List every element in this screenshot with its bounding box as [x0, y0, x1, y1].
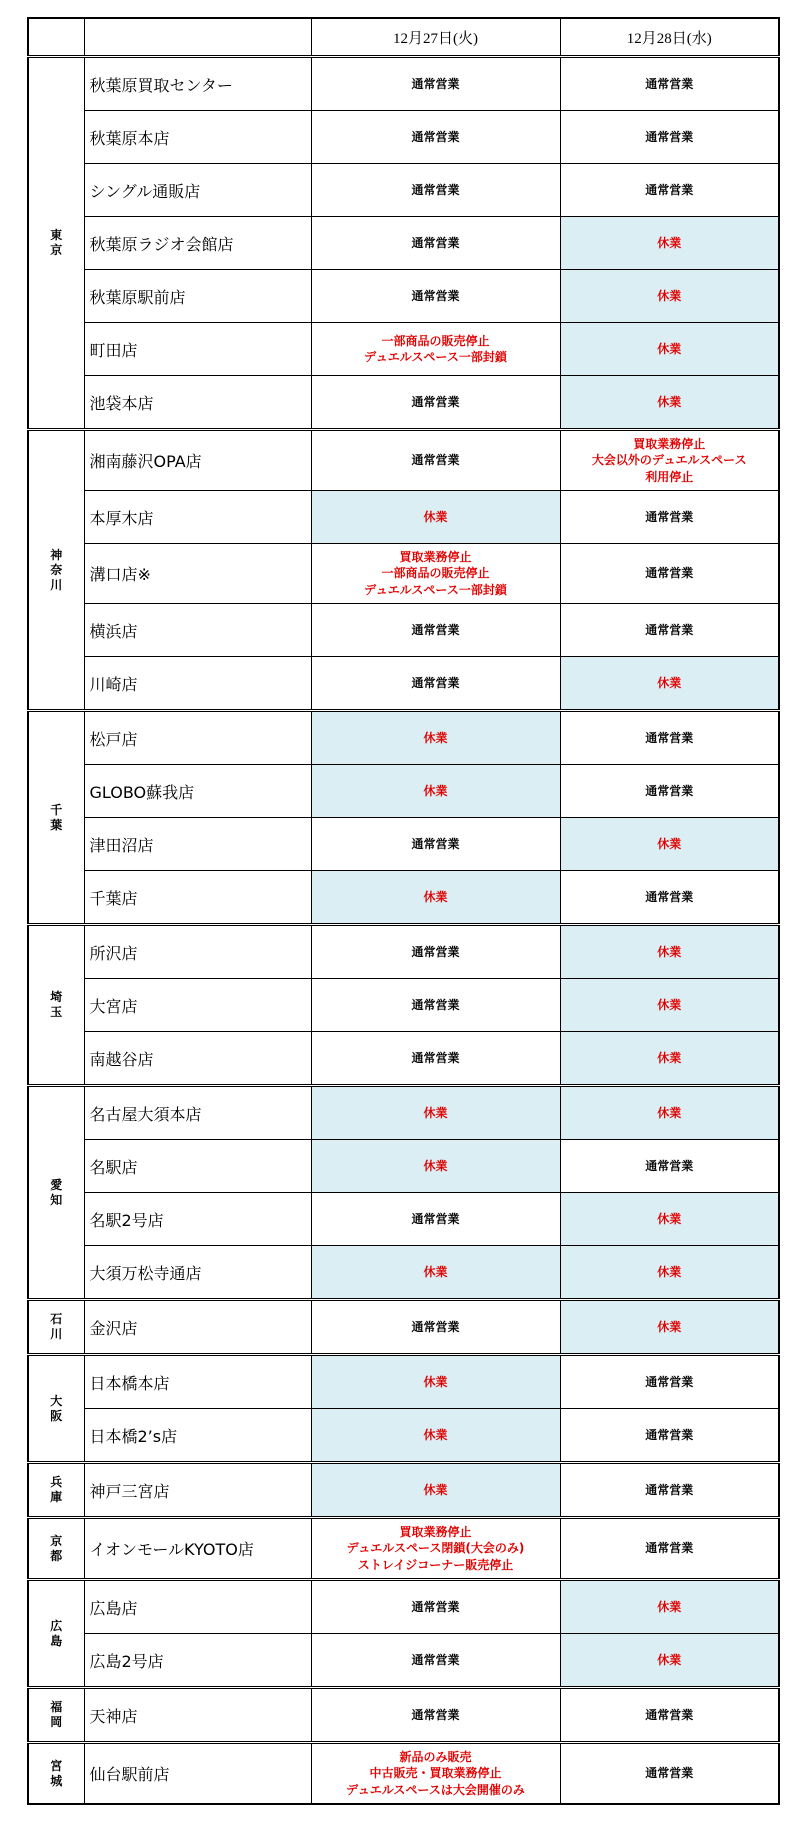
status-line: 休業 — [657, 675, 682, 690]
status-line: 通常営業 — [645, 1766, 694, 1781]
status-line: 新品のみ販売 — [399, 1750, 472, 1765]
region-label-char: 岡 — [50, 1715, 63, 1729]
status-line: 休業 — [423, 889, 448, 904]
region-label — [28, 925, 84, 1086]
store-row — [28, 1193, 779, 1246]
store-row — [28, 1246, 779, 1300]
store-name: 神戸三宮店 — [84, 1463, 311, 1518]
store-name: 仙台駅前店 — [84, 1743, 311, 1805]
status-line: 休業 — [423, 1264, 448, 1279]
store-row — [28, 1463, 779, 1518]
region-label-char: 川 — [50, 577, 63, 592]
status-date2 — [560, 1580, 779, 1634]
status-line: 休業 — [423, 1158, 448, 1173]
status-date1 — [311, 1688, 560, 1743]
status-line: 休業 — [657, 1264, 682, 1279]
schedule-body — [28, 18, 779, 1804]
status-line: 通常営業 — [645, 730, 694, 745]
status-line: 休業 — [657, 1211, 682, 1226]
status-line: 通常営業 — [411, 129, 460, 144]
status-line: 通常営業 — [645, 182, 694, 197]
status-line: 休業 — [423, 783, 448, 798]
region-label-char: 愛 — [50, 1177, 63, 1192]
status-line: 通常営業 — [411, 675, 460, 690]
status-date1 — [311, 430, 560, 491]
store-row — [28, 1300, 779, 1355]
status-line: 通常営業 — [411, 182, 460, 197]
status-line: ストレイジコーナー販売停止 — [357, 1557, 514, 1572]
status-line: デュエルスペースは大会開催のみ — [346, 1782, 525, 1797]
status-date1 — [311, 544, 560, 604]
region-label-char: 広 — [50, 1618, 63, 1633]
status-line: 通常営業 — [411, 1707, 460, 1722]
status-date2 — [560, 491, 779, 544]
status-date1 — [311, 1032, 560, 1086]
status-date1 — [311, 1300, 560, 1355]
header-store-cell — [84, 18, 311, 57]
status-date2 — [560, 57, 779, 111]
status-date2 — [560, 544, 779, 604]
status-date1 — [311, 925, 560, 979]
status-date2 — [560, 376, 779, 430]
status-line: 通常営業 — [645, 566, 694, 581]
region-label-char: 京 — [50, 243, 63, 257]
status-line: 通常営業 — [645, 889, 694, 904]
region-label-char: 東 — [50, 228, 63, 242]
store-name: イオンモールKYOTO店 — [84, 1518, 311, 1580]
store-name: 大須万松寺通店 — [84, 1246, 311, 1300]
status-date1 — [311, 1518, 560, 1580]
status-line: 通常営業 — [645, 1374, 694, 1389]
status-line: 通常営業 — [411, 1652, 460, 1667]
status-date2 — [560, 1463, 779, 1518]
status-date1 — [311, 711, 560, 765]
status-date2 — [560, 711, 779, 765]
store-row — [28, 1140, 779, 1193]
status-date2 — [560, 1355, 779, 1409]
status-date1 — [311, 1634, 560, 1688]
status-date1 — [311, 979, 560, 1032]
status-date1 — [311, 765, 560, 818]
region-label — [28, 1463, 84, 1518]
status-line: 大会以外のデュエルスペース — [591, 453, 747, 468]
status-line: 休業 — [657, 394, 682, 409]
status-line: デュエルスペース一部封鎖 — [364, 350, 507, 364]
status-date2 — [560, 323, 779, 376]
store-row — [28, 1580, 779, 1634]
status-date2 — [560, 1688, 779, 1743]
store-name: 秋葉原ラジオ会館店 — [84, 217, 311, 270]
store-name: 松戸店 — [84, 711, 311, 765]
status-date2 — [560, 1032, 779, 1086]
status-date1 — [311, 57, 560, 111]
store-name: 横浜店 — [84, 604, 311, 657]
store-name: 名駅2号店 — [84, 1193, 311, 1246]
store-row — [28, 1032, 779, 1086]
store-row — [28, 818, 779, 871]
region-label-char: 大 — [50, 1393, 63, 1408]
store-name: GLOBO蘇我店 — [84, 765, 311, 818]
store-row — [28, 1518, 779, 1580]
store-name: 溝口店※ — [84, 544, 311, 604]
status-date2 — [560, 1743, 779, 1805]
store-row — [28, 323, 779, 376]
status-line: 通常営業 — [411, 622, 460, 637]
status-date2 — [560, 1193, 779, 1246]
status-date2 — [560, 1300, 779, 1355]
status-line: 通常営業 — [645, 1482, 694, 1497]
store-row — [28, 1409, 779, 1463]
status-line: 通常営業 — [411, 997, 460, 1012]
store-row — [28, 925, 779, 979]
region-label-char: 川 — [50, 1327, 63, 1341]
region-label — [28, 1300, 84, 1355]
status-line: デュエルスペース閉鎖(大会のみ) — [346, 1541, 525, 1556]
region-label-char: 京 — [50, 1533, 63, 1548]
status-date1 — [311, 1193, 560, 1246]
region-label — [28, 1086, 84, 1300]
store-row — [28, 604, 779, 657]
status-line: 中古販売・買取業務停止 — [369, 1766, 502, 1781]
status-date2 — [560, 604, 779, 657]
region-label-char: 阪 — [50, 1408, 63, 1423]
status-line: 休業 — [423, 730, 448, 745]
status-date1 — [311, 323, 560, 376]
status-line: 買取業務停止 — [399, 1525, 472, 1540]
region-label-char: 兵 — [50, 1475, 63, 1489]
status-date1 — [311, 491, 560, 544]
region-label-char: 奈 — [50, 562, 63, 577]
region-label — [28, 1743, 84, 1805]
status-date2 — [560, 818, 779, 871]
store-row — [28, 491, 779, 544]
store-name: 広島2号店 — [84, 1634, 311, 1688]
status-date1 — [311, 1246, 560, 1300]
store-row — [28, 270, 779, 323]
region-label — [28, 57, 84, 430]
status-line: 通常営業 — [411, 235, 460, 250]
store-name: 名古屋大須本店 — [84, 1086, 311, 1140]
status-date1 — [311, 818, 560, 871]
status-date2 — [560, 164, 779, 217]
status-line: 休業 — [657, 1105, 682, 1120]
status-date1 — [311, 1743, 560, 1805]
status-line: 休業 — [657, 944, 682, 959]
status-line: 通常営業 — [411, 1211, 460, 1226]
status-date1 — [311, 1409, 560, 1463]
status-line: 通常営業 — [645, 1707, 694, 1722]
store-name: 津田沼店 — [84, 818, 311, 871]
status-line: 休業 — [423, 1374, 448, 1389]
status-line: 休業 — [657, 341, 682, 356]
header-region-cell — [28, 18, 84, 57]
status-line: 通常営業 — [411, 1599, 460, 1614]
status-date2 — [560, 270, 779, 323]
schedule-wrapper — [27, 17, 778, 1805]
status-line: 通常営業 — [645, 129, 694, 144]
region-label-char: 都 — [50, 1548, 63, 1563]
region-label-char: 庫 — [50, 1490, 63, 1504]
status-line: 休業 — [657, 997, 682, 1012]
region-label — [28, 1688, 84, 1743]
region-label-char: 葉 — [50, 817, 63, 832]
region-label-char: 城 — [50, 1773, 63, 1788]
status-line: 利用停止 — [645, 469, 694, 484]
status-line: 休業 — [423, 509, 448, 524]
status-date2 — [560, 111, 779, 164]
store-name: 日本橋2’s店 — [84, 1409, 311, 1463]
region-label-char: 島 — [50, 1633, 63, 1648]
status-line: 通常営業 — [645, 1158, 694, 1173]
status-date1 — [311, 1580, 560, 1634]
status-line: デュエルスペース一部封鎖 — [364, 582, 507, 597]
status-date1 — [311, 111, 560, 164]
store-row — [28, 765, 779, 818]
region-label-char: 神 — [50, 547, 63, 562]
status-date2 — [560, 765, 779, 818]
status-date2 — [560, 1246, 779, 1300]
status-date2 — [560, 925, 779, 979]
store-name: 町田店 — [84, 323, 311, 376]
region-label — [28, 1580, 84, 1688]
store-row — [28, 430, 779, 491]
status-line: 休業 — [657, 1599, 682, 1614]
status-date1 — [311, 1086, 560, 1140]
region-label — [28, 1355, 84, 1463]
status-date2 — [560, 1409, 779, 1463]
store-name: 日本橋本店 — [84, 1355, 311, 1409]
status-line: 通常営業 — [411, 836, 460, 851]
status-date1 — [311, 871, 560, 925]
store-name: 本厚木店 — [84, 491, 311, 544]
region-label-char: 石 — [50, 1312, 63, 1326]
status-date1 — [311, 657, 560, 711]
status-line: 通常営業 — [645, 783, 694, 798]
status-date2 — [560, 430, 779, 491]
status-line: 休業 — [423, 1482, 448, 1497]
store-name: 秋葉原駅前店 — [84, 270, 311, 323]
store-name: 広島店 — [84, 1580, 311, 1634]
status-date1 — [311, 1140, 560, 1193]
status-date2 — [560, 1634, 779, 1688]
store-name: 南越谷店 — [84, 1032, 311, 1086]
header-date2: 12月28日(水) — [560, 18, 779, 57]
status-line: 通常営業 — [411, 288, 460, 303]
status-line: 通常営業 — [645, 622, 694, 637]
store-row — [28, 979, 779, 1032]
region-label-char: 埼 — [50, 990, 63, 1004]
store-row — [28, 57, 779, 111]
status-line: 休業 — [423, 1427, 448, 1442]
status-line: 買取業務停止 — [399, 550, 472, 565]
store-name: 湘南藤沢OPA店 — [84, 430, 311, 491]
region-label-char: 宮 — [50, 1758, 63, 1773]
store-name: 川崎店 — [84, 657, 311, 711]
store-row — [28, 1634, 779, 1688]
status-date2 — [560, 979, 779, 1032]
store-name: 大宮店 — [84, 979, 311, 1032]
status-line: 休業 — [657, 288, 682, 303]
status-line: 通常営業 — [411, 1319, 460, 1334]
store-name: 所沢店 — [84, 925, 311, 979]
store-name: 秋葉原本店 — [84, 111, 311, 164]
store-row — [28, 164, 779, 217]
status-line: 通常営業 — [411, 1050, 460, 1065]
status-date1 — [311, 270, 560, 323]
store-row — [28, 376, 779, 430]
status-line: 通常営業 — [645, 76, 694, 91]
status-date1 — [311, 217, 560, 270]
status-line: 休業 — [657, 1319, 682, 1334]
store-name: 金沢店 — [84, 1300, 311, 1355]
status-line: 通常営業 — [411, 394, 460, 409]
status-line: 休業 — [657, 1050, 682, 1065]
status-line: 通常営業 — [411, 453, 460, 468]
status-line: 通常営業 — [645, 1541, 694, 1556]
status-line: 休業 — [657, 1652, 682, 1667]
store-name: 池袋本店 — [84, 376, 311, 430]
region-label-char: 福 — [50, 1700, 63, 1714]
status-date1 — [311, 376, 560, 430]
status-date2 — [560, 1086, 779, 1140]
status-date1 — [311, 1355, 560, 1409]
store-row — [28, 871, 779, 925]
status-line: 一部商品の販売停止 — [381, 566, 490, 581]
store-row — [28, 111, 779, 164]
store-row — [28, 217, 779, 270]
status-line: 買取業務停止 — [633, 437, 706, 452]
region-label-char: 知 — [50, 1192, 63, 1207]
store-name: シングル通販店 — [84, 164, 311, 217]
header-date1: 12月27日(火) — [311, 18, 560, 57]
status-date1 — [311, 164, 560, 217]
status-date2 — [560, 1518, 779, 1580]
store-name: 天神店 — [84, 1688, 311, 1743]
status-line: 休業 — [657, 235, 682, 250]
status-line: 通常営業 — [411, 944, 460, 959]
store-row — [28, 1086, 779, 1140]
status-date1 — [311, 604, 560, 657]
status-date2 — [560, 657, 779, 711]
region-label — [28, 1518, 84, 1580]
status-date2 — [560, 871, 779, 925]
status-line: 通常営業 — [645, 509, 694, 524]
store-schedule-table — [27, 17, 780, 1805]
region-label — [28, 711, 84, 925]
status-date2 — [560, 1140, 779, 1193]
status-line: 一部商品の販売停止 — [381, 333, 490, 348]
status-line: 休業 — [657, 836, 682, 851]
status-line: 休業 — [423, 1105, 448, 1120]
store-name: 千葉店 — [84, 871, 311, 925]
header-row — [28, 18, 779, 57]
store-name: 名駅店 — [84, 1140, 311, 1193]
status-line: 通常営業 — [645, 1427, 694, 1442]
store-name: 秋葉原買取センター — [84, 57, 311, 111]
region-label-char: 千 — [50, 802, 63, 817]
store-row — [28, 1688, 779, 1743]
store-row — [28, 657, 779, 711]
status-date2 — [560, 217, 779, 270]
store-row — [28, 544, 779, 604]
region-label — [28, 430, 84, 711]
status-date1 — [311, 1463, 560, 1518]
store-row — [28, 1355, 779, 1409]
store-row — [28, 711, 779, 765]
status-line: 通常営業 — [411, 76, 460, 91]
store-row — [28, 1743, 779, 1805]
region-label-char: 玉 — [50, 1005, 63, 1019]
